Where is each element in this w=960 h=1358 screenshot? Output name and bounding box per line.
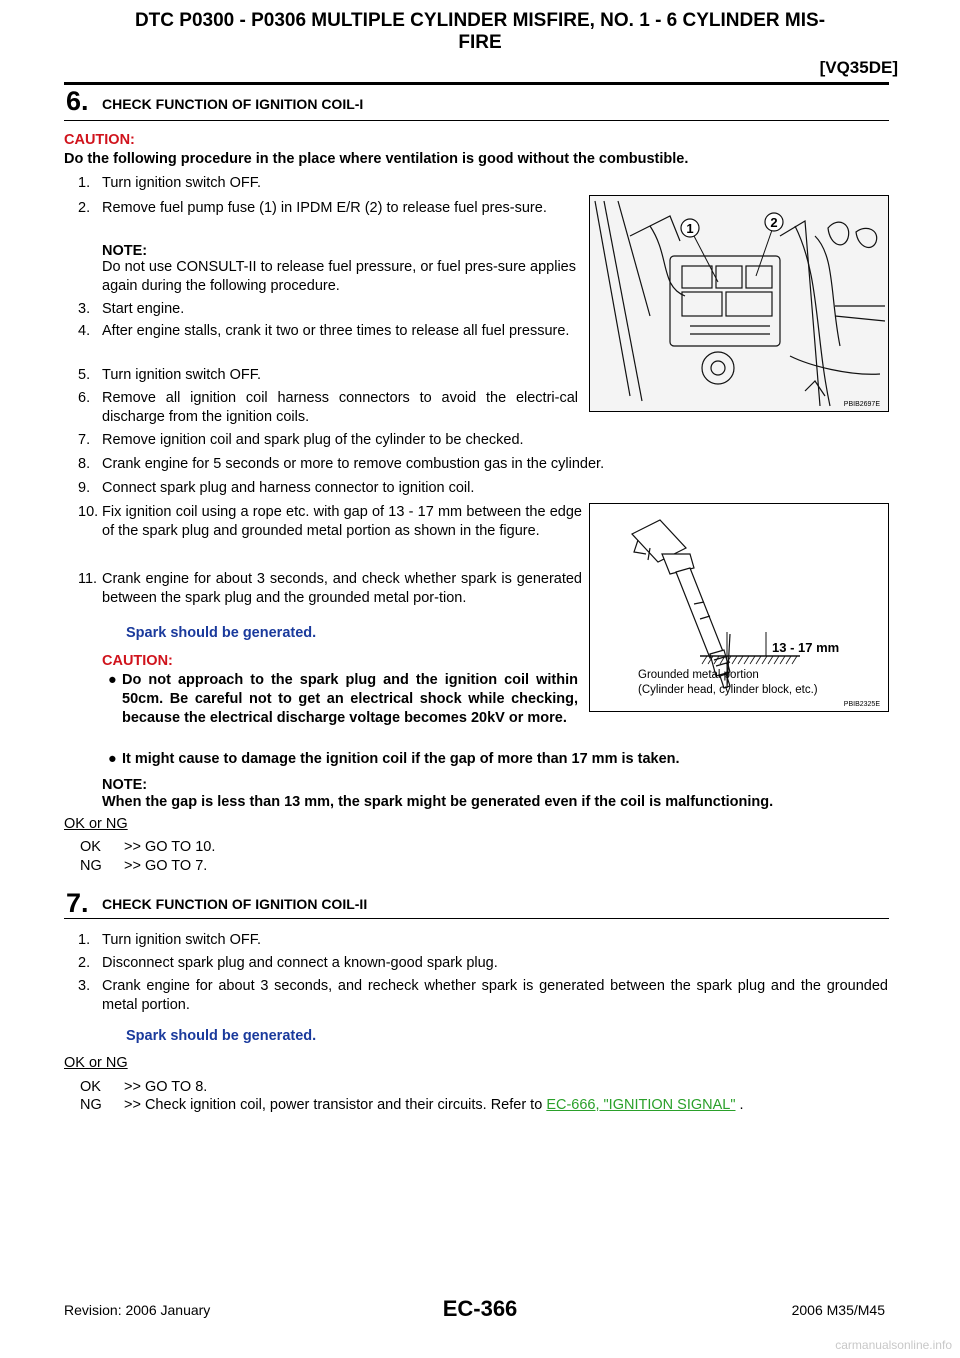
spark-gap-figure <box>589 503 889 712</box>
figure2-code: PBIB2325E <box>843 701 880 708</box>
step7-ok-label: OK <box>80 1079 101 1095</box>
step6-note2-label: NOTE: <box>102 777 148 793</box>
callout-2: 2 <box>770 215 778 230</box>
step7-item-3: 3. Crank engine for about 3 seconds, and recheck whether spark is generated between the spark plug and the grounded metal portion. <box>78 978 888 1013</box>
step7-item-2: 2. Disconnect spark plug and connect a known-good spark plug. <box>78 955 498 971</box>
watermark: carmanualsonline.info <box>835 1338 952 1352</box>
figure1-code: PBIB2697E <box>843 401 880 408</box>
page-title <box>40 10 920 54</box>
ipdm-photo-illustration <box>590 196 888 411</box>
step7-rule <box>64 918 889 919</box>
step6-item-11: 11. Crank engine for about 3 seconds, and check whether spark is generated between the spark plug and the grounded metal por-tion. <box>78 571 582 606</box>
ipdm-photo-figure <box>589 195 889 412</box>
step6-number: 6. <box>66 86 89 116</box>
step6-item-8: 8. Crank engine for 5 seconds or more to remove combustion gas in the cylinder. <box>78 456 605 472</box>
spark-gap-illustration <box>590 504 888 711</box>
ground-label-line1: Grounded metal portion <box>638 669 759 681</box>
step6-item-2: 2. Remove fuel pump fuse (1) in IPDM E/R (2) to release fuel pres-sure. <box>78 200 547 216</box>
step7-ng-label: NG <box>80 1097 102 1113</box>
step6-ng-link[interactable]: >> GO TO 7. <box>124 858 208 874</box>
page-title-line2: FIRE <box>458 32 502 53</box>
step6-ok-or-ng: OK or NG <box>64 816 128 832</box>
step6-caution2-bullet-2: ● It might cause to damage the ignition coil if the gap of more than 17 mm is taken. <box>108 751 680 767</box>
ground-label-line2: (Cylinder head, cylinder block, etc.) <box>638 684 818 696</box>
step6-caution2-bullet-1: ● Do not approach to the spark plug and the ignition coil within 50cm. Be careful not to get an electrical shock while checking, because the electrical discharge voltage becomes 20kV or more. <box>108 672 578 726</box>
step6-title: CHECK FUNCTION OF IGNITION COIL-I <box>102 96 364 112</box>
callout-1: 1 <box>686 221 694 236</box>
step6-caution-label: CAUTION: <box>64 132 135 148</box>
gap-dimension-label: 13 - 17 mm <box>772 640 840 655</box>
header-rule <box>64 82 889 85</box>
step7-ok-or-ng: OK or NG <box>64 1055 128 1071</box>
step6-caution-text: Do the following procedure in the place where ventilation is good without the combustible. <box>64 151 689 167</box>
step6-note1-label: NOTE: <box>102 243 148 259</box>
step6-item-4: 4. After engine stalls, crank it two or three times to release all fuel pressure. <box>78 323 570 339</box>
step7-title: CHECK FUNCTION OF IGNITION COIL-II <box>102 896 368 912</box>
step6-caution2-label: CAUTION: <box>102 653 173 669</box>
ignition-signal-link[interactable]: EC-666, "IGNITION SIGNAL" <box>546 1097 736 1113</box>
footer-revision: Revision: 2006 January <box>64 1302 211 1318</box>
step7-item-1: 1. Turn ignition switch OFF. <box>78 932 262 948</box>
step6-spark-expected: Spark should be generated. <box>126 625 317 641</box>
step7-number: 7. <box>66 888 89 918</box>
step6-item-7: 7. Remove ignition coil and spark plug of the cylinder to be checked. <box>78 432 524 448</box>
step6-ok-link[interactable]: >> GO TO 10. <box>124 839 216 855</box>
footer-model: 2006 M35/M45 <box>791 1302 885 1318</box>
step6-note1-text: Do not use CONSULT-II to release fuel pressure, or fuel pres-sure applies again during the following procedure. <box>102 259 576 294</box>
step6-ok-label: OK <box>80 839 101 855</box>
step6-item-1: 1. Turn ignition switch OFF. <box>78 175 262 191</box>
page-title-line1: DTC P0300 - P0306 MULTIPLE CYLINDER MISFIRE, NO. 1 - 6 CYLINDER MIS- <box>134 10 826 31</box>
step6-ng-label: NG <box>80 858 102 874</box>
step6-item-6: 6. Remove all ignition coil harness connectors to avoid the electri-cal discharge from the ignition coils. <box>78 390 578 425</box>
step6-item-3: 3. Start engine. <box>78 301 185 317</box>
step7-ok-link[interactable]: >> GO TO 8. <box>124 1079 208 1095</box>
step6-note2-text: When the gap is less than 13 mm, the spark might be generated even if the coil is malfunctioning. <box>102 794 774 810</box>
step7-ng-text: >> Check ignition coil, power transistor and their circuits. Refer to EC-666, "IGNITION SIGNAL" . <box>124 1097 744 1113</box>
step6-item-9: 9. Connect spark plug and harness connector to ignition coil. <box>78 480 475 496</box>
step6-rule <box>64 120 889 121</box>
footer-page-number: EC-366 <box>442 1296 518 1321</box>
engine-model: [VQ35DE] <box>819 58 898 77</box>
step6-item-5: 5. Turn ignition switch OFF. <box>78 367 262 383</box>
step6-item-10: 10. Fix ignition coil using a rope etc. with gap of 13 - 17 mm between the edge of the spark plug and grounded metal portion as shown in the figure. <box>78 504 582 539</box>
step7-spark-expected: Spark should be generated. <box>126 1028 317 1044</box>
